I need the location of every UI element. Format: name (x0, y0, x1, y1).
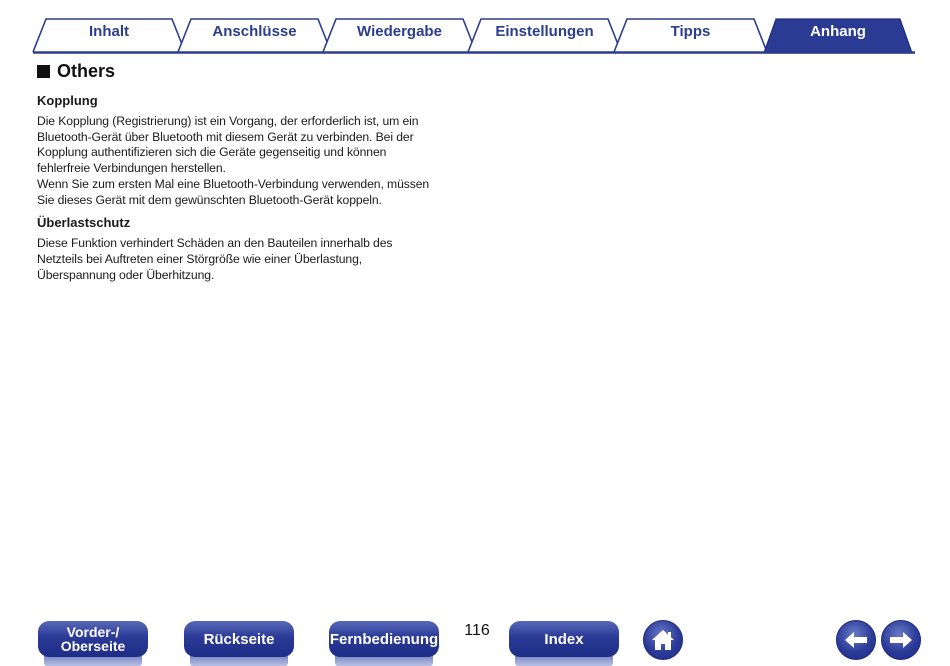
text-line: Netzteils bei Auftreten einer Störgröße wie einer Überlastung, (37, 251, 363, 266)
text-line: Wenn Sie zum ersten Mal eine Bluetooth-Verbindung verwenden, müssen (37, 176, 430, 191)
home-button[interactable] (643, 620, 683, 660)
block-ueberlastschutz (37, 215, 477, 283)
front-top-button[interactable] (38, 621, 148, 657)
arrow-left-icon (843, 630, 869, 650)
tab-einstellungen[interactable]: Einstellungen (495, 23, 594, 40)
paragraph-kopplung (37, 114, 477, 208)
content-area (37, 93, 477, 290)
tab-inhalt[interactable]: Inhalt (89, 23, 129, 40)
index-label: Index (544, 630, 584, 648)
tab-bar (0, 0, 950, 60)
text-line: Die Kopplung (Registrierung) ist ein Vorgang, der erforderlich ist, um ein (37, 114, 419, 128)
section-title-text: Others (57, 61, 116, 81)
text-line: Diese Funktion verhindert Schäden an den Bauteilen innerhalb des (37, 236, 393, 251)
subheading-ueberlastschutz: Überlastschutz (37, 215, 131, 231)
text-line: Kopplung authentifizieren sich die Geräte gegenseitig und können (37, 145, 387, 160)
tab-anschluesse[interactable]: Anschlüsse (212, 23, 297, 40)
remote-control-label: Fernbedienung (329, 630, 439, 648)
section-title (37, 60, 115, 82)
rear-panel-button[interactable] (184, 621, 294, 657)
front-top-label-line1: Vorder-/ (66, 624, 120, 640)
text-line: fehlerfreie Verbindungen herstellen. (37, 161, 226, 176)
text-line: Überspannung oder Überhitzung. (37, 267, 215, 282)
subheading-kopplung: Kopplung (37, 93, 98, 108)
arrow-right-icon (888, 630, 914, 650)
tab-wiedergabe[interactable]: Wiedergabe (357, 23, 442, 40)
tab-anhang[interactable]: Anhang (810, 23, 866, 40)
remote-control-button[interactable] (329, 621, 439, 657)
index-button[interactable] (509, 621, 619, 657)
front-top-label-line2: Oberseite (60, 638, 126, 654)
text-line: Bluetooth-Gerät über Bluetooth mit diesem Gerät zu verbinden. Bei der (37, 129, 414, 144)
tab-tipps[interactable]: Tipps (670, 23, 711, 40)
back-button[interactable] (836, 620, 876, 660)
home-icon (650, 628, 676, 652)
page-number: 116 (464, 622, 490, 639)
text-line: Sie dieses Gerät mit dem gewünschten Bluetooth-Gerät koppeln. (37, 192, 382, 207)
front-top-label (61, 625, 126, 653)
square-bullet-icon (37, 65, 50, 78)
rear-panel-label: Rückseite (203, 630, 275, 648)
paragraph-ueberlastschutz (37, 236, 477, 283)
block-kopplung (37, 93, 477, 208)
forward-button[interactable] (881, 620, 921, 660)
